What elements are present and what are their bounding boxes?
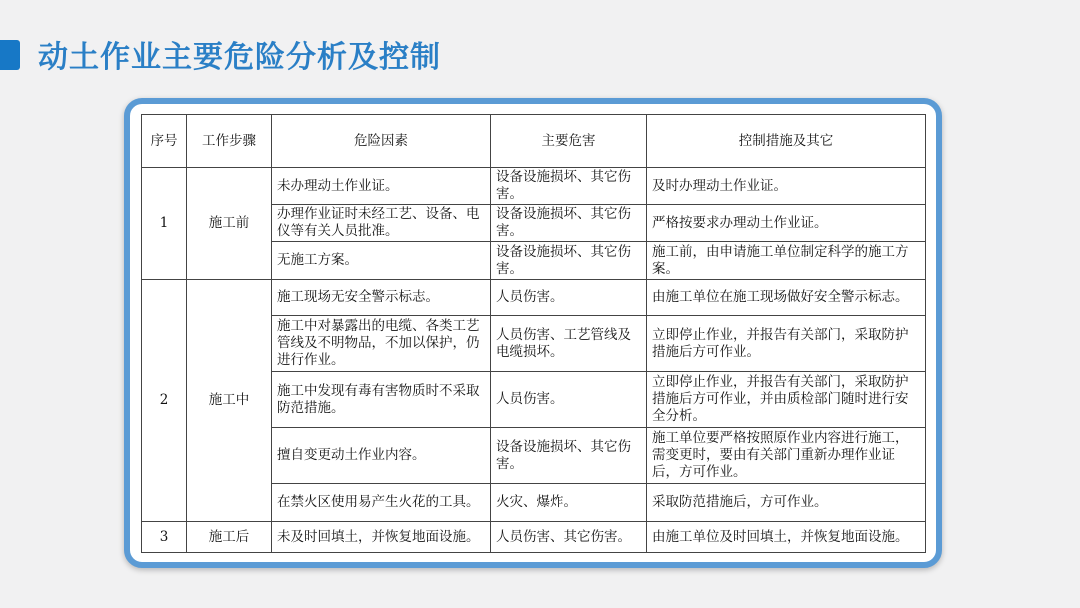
header-hazard: 危险因素 bbox=[272, 115, 491, 168]
control-cell: 严格按要求办理动土作业证。 bbox=[647, 205, 926, 242]
harm-cell: 火灾、爆炸。 bbox=[491, 484, 647, 522]
row-number: 1 bbox=[142, 168, 187, 280]
control-cell: 施工单位要严格按照原作业内容进行施工，需变更时，要由有关部门重新办理作业证后，方可作业。 bbox=[647, 428, 926, 484]
work-step: 施工中 bbox=[187, 280, 272, 522]
control-cell: 采取防范措施后，方可作业。 bbox=[647, 484, 926, 522]
header-harm: 主要危害 bbox=[491, 115, 647, 168]
hazard-cell: 施工现场无安全警示标志。 bbox=[272, 280, 491, 316]
harm-cell: 设备设施损坏、其它伤害。 bbox=[491, 428, 647, 484]
hazard-cell: 在禁火区使用易产生火花的工具。 bbox=[272, 484, 491, 522]
page-title: 动土作业主要危险分析及控制 bbox=[38, 40, 441, 75]
harm-cell: 人员伤害、工艺管线及电缆损坏。 bbox=[491, 316, 647, 372]
control-cell: 由施工单位在施工现场做好安全警示标志。 bbox=[647, 280, 926, 316]
harm-cell: 人员伤害。 bbox=[491, 280, 647, 316]
title-accent-bar bbox=[0, 40, 20, 70]
header-step: 工作步骤 bbox=[187, 115, 272, 168]
work-step: 施工前 bbox=[187, 168, 272, 280]
harm-cell: 设备设施损坏、其它伤害。 bbox=[491, 168, 647, 205]
hazard-cell: 施工中发现有毒有害物质时不采取防范措施。 bbox=[272, 372, 491, 428]
harm-cell: 人员伤害。 bbox=[491, 372, 647, 428]
hazard-cell: 未办理动土作业证。 bbox=[272, 168, 491, 205]
hazard-cell: 擅自变更动土作业内容。 bbox=[272, 428, 491, 484]
hazard-table bbox=[141, 114, 926, 553]
harm-cell: 人员伤害、其它伤害。 bbox=[491, 522, 647, 553]
hazard-cell: 无施工方案。 bbox=[272, 242, 491, 280]
control-cell: 施工前，由申请施工单位制定科学的施工方案。 bbox=[647, 242, 926, 280]
hazard-cell: 未及时回填土，并恢复地面设施。 bbox=[272, 522, 491, 553]
table-row bbox=[142, 280, 926, 316]
harm-cell: 设备设施损坏、其它伤害。 bbox=[491, 205, 647, 242]
control-cell: 由施工单位及时回填土，并恢复地面设施。 bbox=[647, 522, 926, 553]
row-number: 2 bbox=[142, 280, 187, 522]
row-number: 3 bbox=[142, 522, 187, 553]
harm-cell: 设备设施损坏、其它伤害。 bbox=[491, 242, 647, 280]
hazard-cell: 施工中对暴露出的电缆、各类工艺管线及不明物品，不加以保护，仍进行作业。 bbox=[272, 316, 491, 372]
table-row bbox=[142, 522, 926, 553]
table-header-row bbox=[142, 115, 926, 168]
header-no: 序号 bbox=[142, 115, 187, 168]
control-cell: 立即停止作业，并报告有关部门，采取防护措施后方可作业，并由质检部门随时进行安全分析。 bbox=[647, 372, 926, 428]
work-step: 施工后 bbox=[187, 522, 272, 553]
header-control: 控制措施及其它 bbox=[647, 115, 926, 168]
control-cell: 及时办理动土作业证。 bbox=[647, 168, 926, 205]
table-frame bbox=[124, 98, 942, 568]
table-row bbox=[142, 168, 926, 205]
hazard-cell: 办理作业证时未经工艺、设备、电仪等有关人员批准。 bbox=[272, 205, 491, 242]
control-cell: 立即停止作业，并报告有关部门，采取防护措施后方可作业。 bbox=[647, 316, 926, 372]
